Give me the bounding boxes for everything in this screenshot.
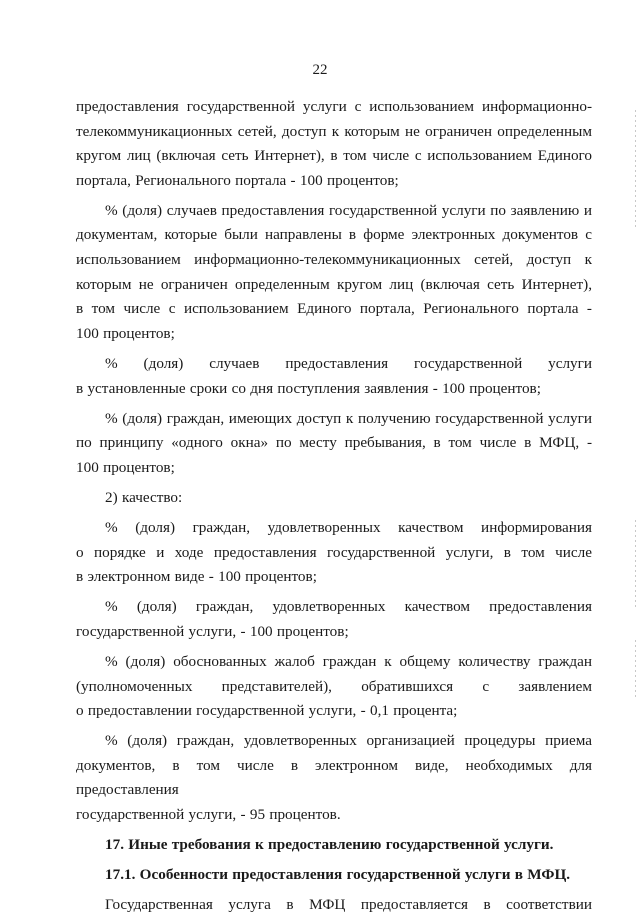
paragraph-informing-quality-line-2: о порядке и ходе предоставления государственной услуги, в том числе: [76, 543, 592, 561]
page-number: 22: [312, 62, 328, 78]
paragraph-one-window-line-2: по принципу «одного окна» по месту пребывания, в том числе в МФЦ, -: [76, 434, 592, 452]
paragraph-electronic-applications-line-2: документам, которые были направлены в форме электронных документов с: [76, 226, 592, 244]
paragraph-one-window-line-1: % (доля) граждан, имеющих доступ к получению государственной услуги: [105, 409, 592, 427]
paragraph-deadlines-line-1: % (доля) случаев предоставления государственной услуги: [105, 354, 592, 372]
paragraph-continuation-line-1: предоставления государственной услуги с использованием информационно-: [76, 98, 592, 115]
scan-edge-mark: [635, 110, 636, 230]
paragraph-complaints-line-2: (уполномоченных представителей), обратившихся с заявлением: [76, 677, 592, 695]
paragraph-informing-quality-line-1: % (доля) граждан, удовлетворенных качеством информирования: [105, 519, 592, 536]
paragraph-continuation-line-3: кругом лиц (включая сеть Интернет), в том числе с использованием Единого: [76, 147, 592, 165]
paragraph-reception-line-1: % (доля) граждан, удовлетворенных организацией процедуры приема: [105, 732, 592, 750]
paragraph-service-quality-line-2: государственной услуги, - 100 процентов;: [76, 622, 349, 640]
paragraph-continuation-line-4: портала, Регионального портала - 100 процентов;: [76, 171, 399, 189]
paragraph-electronic-applications-line-4: которым не ограничен определенным кругом лиц (включая сеть Интернет),: [76, 275, 592, 293]
paragraph-electronic-applications-line-3: использованием информационно-телекоммуникационных сетей, доступ к: [76, 251, 592, 269]
paragraph-one-window-line-3: 100 процентов;: [76, 458, 175, 476]
paragraph-complaints-line-1: % (доля) обоснованных жалоб граждан к общему количеству граждан: [105, 652, 592, 670]
paragraph-reception-line-3: государственной услуги, - 95 процентов.: [76, 806, 341, 824]
paragraph-mfc-provision-line-1: Государственная услуга в МФЦ предоставляется в соответствии: [105, 896, 592, 914]
paragraph-reception-line-2: документов, в том числе в электронном виде, необходимых для предоставления: [76, 756, 592, 799]
paragraph-continuation-line-2: телекоммуникационных сетей, доступ к которым не ограничен определенным: [76, 122, 592, 140]
paragraph-electronic-applications-line-1: % (доля) случаев предоставления государственной услуги по заявлению и: [105, 201, 592, 219]
paragraph-electronic-applications-line-6: 100 процентов;: [76, 324, 175, 342]
paragraph-informing-quality-line-3: в электронном виде - 100 процентов;: [76, 568, 317, 586]
paragraph-quality-heading: 2) качество:: [105, 488, 183, 506]
paragraph-service-quality-line-1: % (доля) граждан, удовлетворенных качеством предоставления: [105, 598, 592, 616]
paragraph-complaints-line-3: о предоставлении государственной услуги, - 0,1 процента;: [76, 702, 458, 720]
paragraph-electronic-applications-line-5: в том числе с использованием Единого портала, Регионального портала -: [76, 300, 592, 318]
section-heading-17-1: 17.1. Особенности предоставления государственной услуги в МФЦ.: [105, 866, 571, 884]
scan-edge-mark: [635, 640, 636, 700]
paragraph-deadlines-line-2: в установленные сроки со дня поступления заявления - 100 процентов;: [76, 379, 541, 397]
section-heading-17: 17. Иные требования к предоставлению государственной услуги.: [105, 836, 554, 854]
scan-edge-mark: [635, 520, 636, 610]
body-text: [76, 95, 592, 918]
